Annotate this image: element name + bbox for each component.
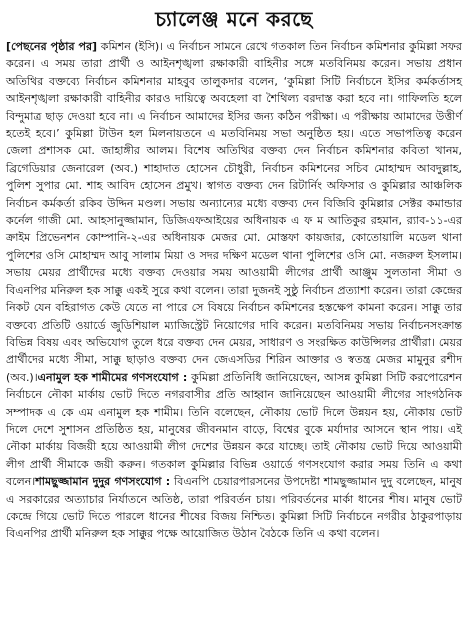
subhead-shamsuzzaman-dudu: শামছুজ্জামান দুদুর গণসংযোগ : bbox=[35, 475, 171, 489]
paragraph-2-text: কুমিল্লা প্রতিনিধি জানিয়েছেন, আসন্ন কুমিল্লা সিটি করপোরেশন নির্বাচনে নৌকা মার্কায় ভোট দিতে নগরবাসীর প্রতি আহ্বান জানিয়েছেন আওয়ামী লীগের সাংগঠনিক সম্পাদক এ কে এম এনামুল হক শামীম। তিনি বলেছেন, নৌকায় ভোট দিলে উন্নয়ন হয়, নৌকায় ভোট দিলে দেশে সুশাসন প্রতিষ্ঠিত হয়, মানুষের জীবনমান বাড়ে, বিশ্বের বুকে মর্যাদার আসনে স্থান পায়। এই নৌকা মার্কায় বিজয়ী হয়ে আওয়ামী লীগ দেশের উন্নয়ন করে যাচ্ছে। তাই নৌকায় ভোট দিয়ে আওয়ামী লীগ প্রার্থী সীমাকে জয়ী করুন। গতকাল কুমিল্লার বিভিন্ন ওয়ার্ডে গণসংযোগ করার সময় তিনি এ কথা বলেন। bbox=[6, 370, 463, 489]
article-body bbox=[6, 38, 462, 543]
paragraph-1 bbox=[6, 38, 462, 543]
paragraph-3-text: বিএনপি চেয়ারপারসনের উপদেষ্টা শামছুজ্জামান দুদু বলেছেন, মানুষ এ সরকারের অত্যাচার নির্যাতনে অতিষ্ঠ, তারা পরিবর্তন চায়। পরিবর্তনের মার্কা ধানের শীষ। মানুষ ভোট কেন্দ্রে গিয়ে ভোট দিতে পারলে ধানের শীষের বিজয় নিশ্চিত। কুমিল্লা সিটি নির্বাচনে নগরীর ঠাকুরপাড়ায় বিএনপির প্রার্থী মনিরুল হক সাক্কুর পক্ষে আয়োজিত উঠান বৈঠকে তিনি এ কথা বলেন। bbox=[6, 475, 462, 541]
paragraph-1-text: কমিশন (ইসি)। এ নির্বাচন সামনে রেখে গতকাল তিন নির্বাচন কমিশনার কুমিল্লা সফর করেন। এ সময় তারা প্রার্থী ও আইনশৃঙ্খলা রক্ষাকারী বাহিনীর সঙ্গে মতবিনিময় করেন। সভায় প্রধান অতিথির বক্তব্যে নির্বাচন কমিশনার মাহবুব তালুকদার বলেন, ‘কুমিল্লা সিটি নির্বাচনে ইসির কর্মকর্তাসহ আইনশৃঙ্খলা রক্ষাকারী বাহিনীর কারও দায়িত্বে অবহেলা বা শৈথিল্য বরদাস্ত করা হবে না। গাফিলতি হলে বিন্দুমাত্র ছাড় দেওয়া হবে না। এ নির্বাচন আমাদের ইসির জন্য কঠিন পরীক্ষা। এ পরীক্ষায় আমাদের উত্তীর্ণ হতেই হবে।’ কুমিল্লা টাউন হল মিলনায়তনে এ মতবিনিময় সভা অনুষ্ঠিত হয়। এতে সভাপতিত্ব করেন জেলা প্রশাসক মো. জাহাঙ্গীর আলম। বিশেষ অতিথির বক্তব্য দেন নির্বাচন কমিশনার কবিতা খানম, ব্রিগেডিয়ার জেনারেল (অব.) শাহাদাত হোসেন চৌধুরী, নির্বাচন কমিশনের সচিব মোহাম্মদ আবদুল্লাহ, পুলিশ সুপার মো. শাহ আবিদ হোসেন প্রমুখ। স্বাগত বক্তব্য দেন রিটার্নিং অফিসার ও কুমিল্লার আঞ্চলিক নির্বাচন কর্মকর্তা রকিব উদ্দিন মণ্ডল। সভায় অন্যান্যের মধ্যে বক্তব্য দেন বিজিবি কুমিল্লার সেক্টর কমান্ডার কর্নেল গাজী মো. আহসানুজ্জামান, ডিজিএফআইয়ের অধিনায়ক এ ফ ম আতিকুর রহমান, র‍্যাব-১১-এর ক্রাইম প্রিভেনশন কোম্পানি-২-এর অধিনায়ক মেজর মো. মোস্তফা কায়জার, কোতোয়ালি মডেল থানা পুলিশের ওসি মোহাম্মদ আবু সালাম মিয়া ও সদর দক্ষিণ মডেল থানা পুলিশের ওসি মো. নজরুল ইসলাম। সভায় মেয়র প্রার্থীদের মধ্যে বক্তব্য দেওয়ার সময় আওয়ামী লীগের প্রার্থী আঞ্জুম সুলতানা সীমা ও বিএনপির মনিরুল হক সাক্কু একই সুরে কথা বলেন। তারা দুজনই সুষ্ঠু নির্বাচন প্রত্যাশা করেন। তারা কেন্দ্রের নিকট যেন বহিরাগত কেউ যেতে না পারে সে বিষয়ে নির্বাচন কমিশনের হস্তক্ষেপ কামনা করেন। সাক্কু তার বক্তব্যে প্রতিটি ওয়ার্ডে জুডিশিয়াল ম্যাজিস্ট্রেট নিয়োগের দাবি করেন। মতবিনিময় সভায় নির্বাচনসংক্রান্ত বিভিন্ন বিষয় এবং অভিযোগ তুলে ধরে বক্তব্য দেন মেয়র, সাধারণ ও সংরক্ষিত কাউন্সিলর প্রার্থীরা। মেয়র প্রার্থীদের মধ্যে সীমা, সাক্কু ছাড়াও বক্তব্য দেন জেএসডির শিরিন আক্তার ও স্বতন্ত্র মেজর মামুনুর রশীদ (অব.)। bbox=[6, 40, 462, 384]
subhead-enamul-hoque: এনামুল হক শামীমের গণসংযোগ : bbox=[37, 370, 188, 384]
continued-from-label: [পেছনের পৃষ্ঠার পর] bbox=[6, 40, 98, 53]
article-headline: চ্যালেঞ্জ মনে করছে bbox=[155, 7, 313, 31]
